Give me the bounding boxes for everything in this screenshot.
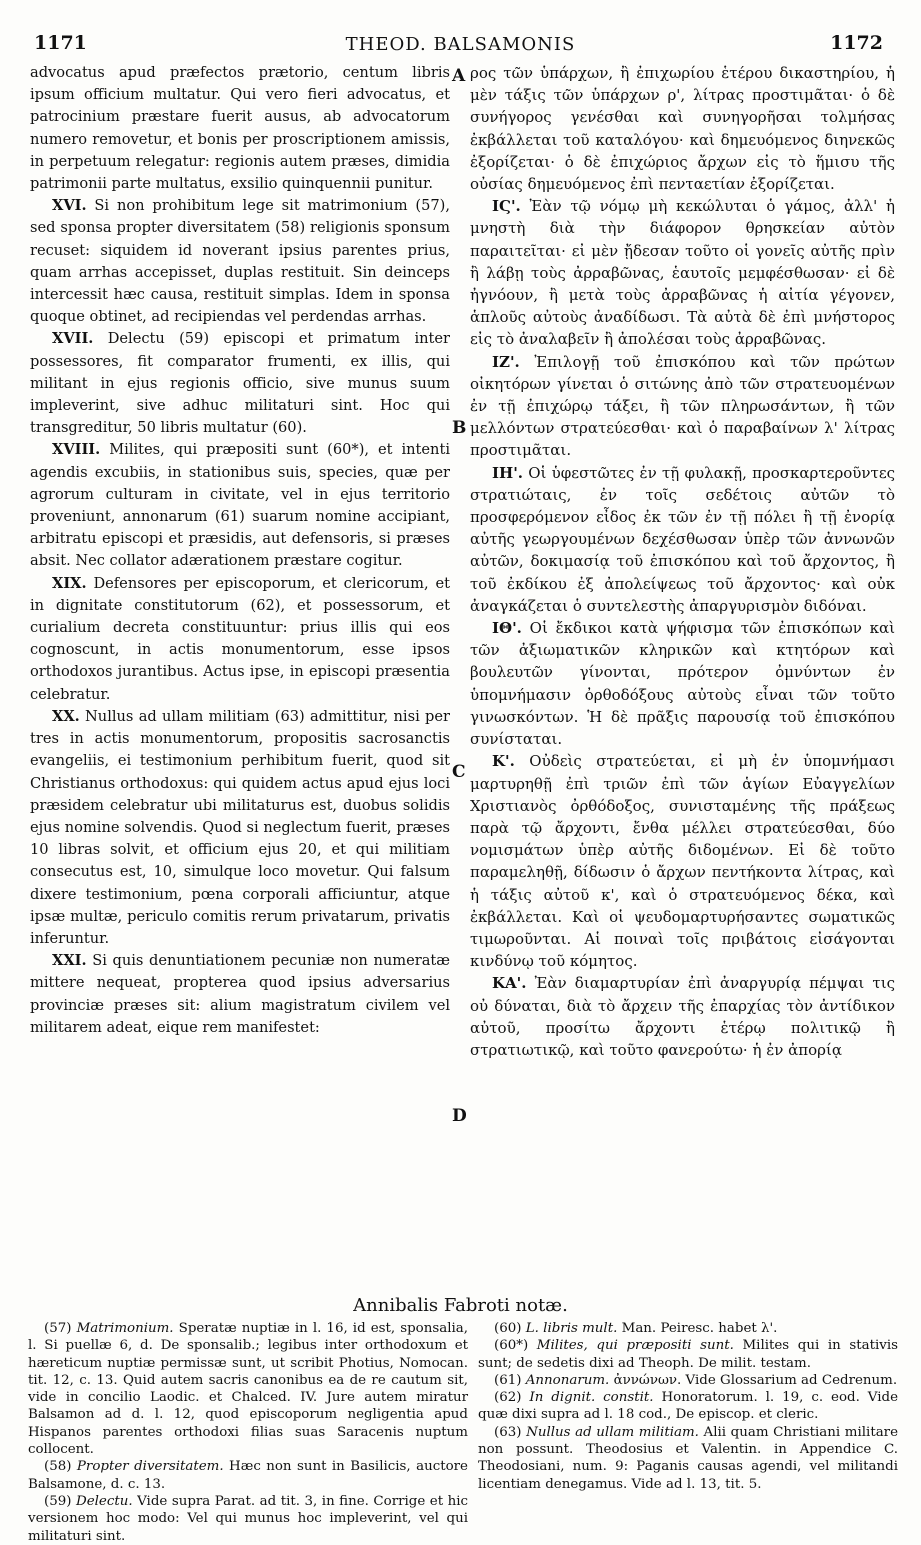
latin-paragraph: XX. Nullus ad ullam militiam (63) admittitur, nisi per tres in actis monumentorum, propositis sacrosanctis evangeliis, ei testimonium perhibitum fuerit, quod sit Christianus orthodoxus: qui quidem actus apud ejus loci præsidem celebratur ubi militaturus est, duobus solidis ejus nomine solvendis. Quod si neglectum fuerit, præses 10 libras solvit, et officium ejus 20, et qui militiam consecutus est, 10, simulque loco movetur. Qui falsum dixere testimonium, pœna corporali afficiuntur, atque ipsæ multæ, periculo comitis rerum privatarum, privatis inferuntur. [30, 707, 450, 947]
greek-paragraph: ΙΗ'. Οἱ ὑφεστῶτες ἐν τῇ φυλακῇ, προσκαρτεροῦντες στρατιώταις, ἐν τοῖς σεδέτοις αὐτῶν τὸ προσφερόμενον εἶδος ἐκ τῶν ἐν τῇ πόλει ἢ τῇ ἐνορίᾳ αὐτῆς γεωργουμένων δεχέσθωσαν ὑπὲρ τῶν ἀννωνῶν αὐτῶν, δοκιμασίᾳ τοῦ ἐπισκόπου καὶ τοῦ ἄρχοντος, ἢ τοῦ ἐκδίκου ἐξ ἀπολείψεως τοῦ ἄρχοντος· καὶ οὐκ ἀναγκάζεται ὁ συντελεστὴς ἀπαργυρισμὸν διδόναι. [470, 463, 895, 615]
latin-paragraph: XVI. Si non prohibitum lege sit matrimonium (57), sed sponsa propter diversitatem (58) religionis sponsum recuset: siquidem id noverant ipsius parentes prius, quam arrhas accepisset, duplas restituit. Sin deinceps intercessit hæc causa, restituit simplas. Idem in sponsa quoque obtinet, ad recipiendas vel perdendas arrhas. [30, 197, 450, 326]
greek-paragraph: ΚΑ'. Ἐὰν διαμαρτυρίαν ἐπὶ ἀναργυρίᾳ πέμψαι τις οὐ δύναται, διὰ τὸ ἄρχειν τῆς ἐπαρχίας τὸν ἀντίδικον αὐτοῦ, προσίτω ἄρχοντι ἑτέρῳ πολιτικῷ ἢ στρατιωτικῷ, καὶ τοῦτο φανερούτω· ἡ ἐν ἀπορίᾳ [470, 974, 895, 1059]
latin-paragraph: XVIII. Milites, qui præpositi sunt (60*), et intenti agendis excubiis, in stationibus suis, species, quæ per agrorum culturam in civitate, vel in ejus territorio proveniunt, annonarum (61) suarum nomine accipiant, arbitratu episcopi et præsidis, aut defensoris, si præses absit. Nec collator adærationem præstare cogitur. [30, 441, 450, 570]
footnote: (57) Matrimonium. Speratæ nuptiæ in l. 16, id est, sponsalia, l. Si puellæ 6, d. De sponsalib.; legibus inter orthodoxum et hæreticum nuptiæ permissæ sunt, ut scribit Photius, Nomocan. tit. 12, c. 13. Quid autem sacris canonibus ea de re cautum sit, vide in concilio Laodic. et Chalced. IV. Jure autem miratur Balsamon ad d. l. 12, quod episcoporum negligentia apud Hispanos parentes orthodoxi filias suas Saracenis nuptum collocent. [28, 1321, 469, 1458]
footnote: (62) In dignit. constit. Honoratorum. l. 19, c. eod. Vide quæ dixi supra ad l. 18 cod., De episcop. et cleric. [478, 1390, 898, 1423]
latin-paragraph: XIX. Defensores per episcoporum, et clericorum, et in dignitate constitutorum (62), et possessorum, et curialium decreta constituuntur: prius illis qui eos cognoscunt, in actis monumentorum, esse ipsos orthodoxos jurantibus. Actus ipse, in episcopi præsentia celebratur. [30, 574, 450, 703]
footnote: (60*) Milites, qui præpositi sunt. Milites qui in stativis sunt; de sedetis dixi ad Theoph. De milit. testam. [478, 1338, 898, 1371]
greek-column [470, 62, 895, 1061]
footnote: (59) Delectu. Vide supra Parat. ad tit. 3, in fine. Corrige et hic versionem hoc modo: Vel qui munus hoc impleverint, vel qui militaturi sint. [28, 1493, 468, 1544]
notes-column-left [28, 1320, 468, 1545]
greek-paragraph: ΙϚ'. Ἐὰν τῷ νόμῳ μὴ κεκώλυται ὁ γάμος, ἀλλ' ἡ μνηστὴ διὰ τὴν διάφορον θρησκείαν αὐτὸν παραιτεῖται· εἰ μὲν ᾔδεσαν τοῦτο οἱ γονεῖς αὐτῆς πρὶν ἢ λάβῃ τοὺς ἀρραβῶνας, ἑαυτοῖς μεμφέσθωσαν· εἰ δὲ ἠγνόουν, ἢ μετὰ τοὺς ἀρραβῶνας ἡ αἰτία γέγονεν, ἁπλοῦς αὐτοὺς ἀναδίδωσι. Τὰ αὐτὰ δὲ ἐπὶ μνήστορος εἰς τὸ ἀναλαβεῖν ἢ ἀπολέσαι τοὺς ἀρραβῶνας. [470, 197, 895, 349]
running-header [0, 32, 921, 62]
greek-paragraph: Κ'. Οὐδεὶς στρατεύεται, εἰ μὴ ἐν ὑπομνήμασι μαρτυρηθῇ ἐπὶ τριῶν ἐπὶ τῶν ἁγίων Εὐαγγελίων Χριστιανὸς ὀρθόδοξος, συνισταμένης τῆς πράξεως παρὰ τῷ ἄρχοντι, ἔνθα μέλλει στρατεύεσθαι, δύο νομισμάτων ὑπὲρ αὐτῆς διδομένων. Εἰ δὲ τοῦτο παραμεληθῇ, δίδωσιν ὁ ἄρχων πεντήκοντα λίτρας, καὶ ἡ τάξις αὐτοῦ κ', καὶ ὁ στρατευόμενος δέκα, καὶ ἐκβάλλεται. Καὶ οἱ ψευδομαρτυρήσαντες σωματικῶς τιμωροῦνται. Αἱ ποιναὶ τοῖς πριβάτοις εἰσάγονται κινδύνῳ τοῦ κόμητος. [470, 752, 895, 971]
greek-paragraph: ρος τῶν ὑπάρχων, ἢ ἐπιχωρίου ἑτέρου δικαστηρίου, ἡ μὲν τάξις τῶν ὑπάρχων ρ', λίτρας προστιμᾶται· ὁ δὲ συνήγορος γενέσθαι καὶ συνηγορῆσαι τολμήσας ἐκβάλλεται τοῦ καταλόγου· καὶ δημευόμενος διηνεκῶς ἐξορίζεται· ὁ δὲ ἐπιχώριος ἄρχων εἰς τὸ ἥμισυ τῆς οὐσίας δημευόμενος ἐπὶ πενταετίαν ἐξορίζεται. [470, 64, 895, 194]
latin-column [30, 62, 450, 1039]
section-marker-b: B [452, 418, 467, 438]
notes-column-right [478, 1320, 898, 1493]
column-number-right: 1172 [830, 32, 883, 54]
section-marker-d: D [452, 1106, 467, 1126]
section-marker-c: C [452, 762, 466, 782]
latin-paragraph: advocatus apud præfectos prætorio, centum libris ipsum officium multatur. Qui vero fieri advocatus, et patrocinium præstare fuerit ausus, ab advocatorum numero removetur, et bonis per proscriptionem amissis, in perpetuum relegatur: regionis autem præses, dimidia patrimonii parte multatus, exsilio quinquennii punitur. [30, 64, 450, 193]
section-marker-a: A [452, 66, 466, 86]
column-number-left: 1171 [34, 32, 87, 54]
footnote: (60) L. libris mult. Man. Peiresc. habet λ'. [494, 1321, 778, 1336]
footnote: (61) Annonarum. ἀννώνων. Vide Glossarium ad Cedrenum. [494, 1372, 898, 1388]
footnote: (63) Nullus ad ullam militiam. Alii quam Christiani militare non possunt. Theodosius et Valentin. in Appendice C. Theodosiani, num. 9: Paganis causas agendi, vel militandi licentiam denegamus. Vide ad l. 13, tit. 5. [478, 1424, 899, 1492]
greek-paragraph: ΙΘ'. Οἱ ἔκδικοι κατὰ ψήφισμα τῶν ἐπισκόπων καὶ τῶν ἀξιωματικῶν κληρικῶν καὶ κτητόρων καὶ βουλευτῶν γίνονται, πρότερον ὀμνύντων ἐν ὑπομνήμασιν ὀρθοδόξους αὐτοὺς εἶναι τῶν τοῦτο γινωσκόντων. Ἡ δὲ πρᾶξις παρουσίᾳ τοῦ ἐπισκόπου συνίσταται. [470, 619, 895, 749]
notes-heading: Annibalis Fabroti notæ. [353, 1295, 568, 1316]
latin-paragraph: XVII. Delectu (59) episcopi et primatum inter possessores, fit comparator frumenti, ex illis, qui militant in ejus regionis officio, sive munus suum impleverint, sive adhuc militaturi sint. Hoc qui transgreditur, 50 libris multatur (60). [30, 330, 450, 437]
greek-paragraph: ΙΖ'. Ἐπιλογῇ τοῦ ἐπισκόπου καὶ τῶν πρώτων οἰκητόρων γίνεται ὁ σιτώνης ἀπὸ τῶν στρατευομένων ἐν τῇ ἐπιχώρῳ τάξει, ἢ τῶν πληρωσάντων, ἢ τῶν μελλόντων στρατεύεσθαι· καὶ ὁ παραβαίνων λ' λίτρας προστιμᾶται. [470, 352, 895, 460]
running-title: THEOD. BALSAMONIS [345, 34, 576, 55]
footnote: (58) Propter diversitatem. Hæc non sunt in Basilicis, auctore Balsamone, d. c. 13. [28, 1459, 468, 1492]
latin-paragraph: XXI. Si quis denuntiationem pecuniæ non numeratæ mittere nequeat, propterea quod ipsius adversarius provinciæ præses sit: alium magistratum civilem vel militarem adeat, eique rem manifestet: [30, 952, 450, 1036]
